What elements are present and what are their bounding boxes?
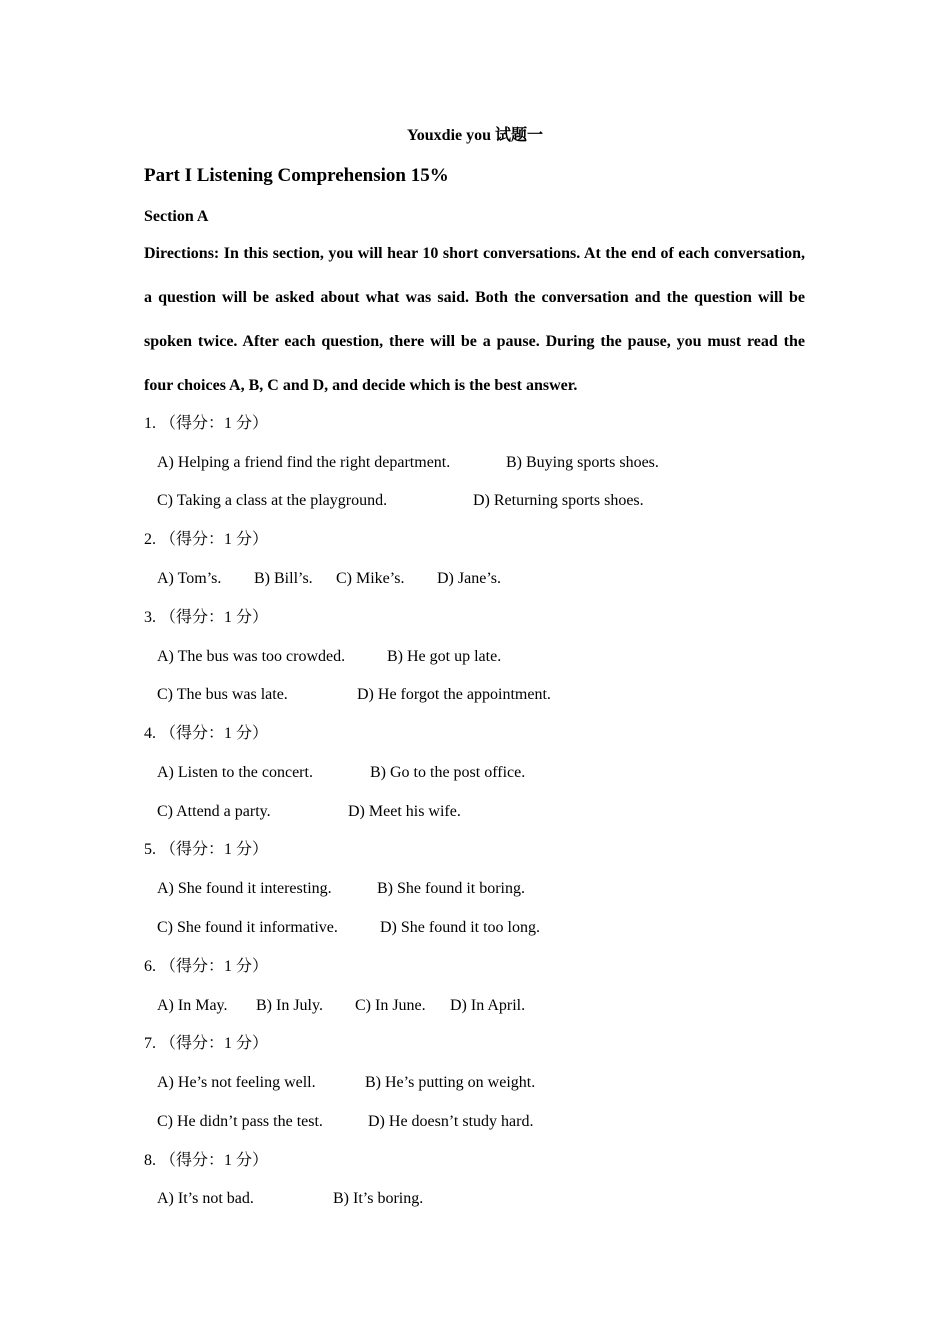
option-d: D) He doesn’t study hard. bbox=[368, 1113, 534, 1130]
option-c: C) Taking a class at the playground. bbox=[157, 492, 388, 509]
option-a: A) It’s not bad. bbox=[157, 1190, 254, 1207]
option-b: B) In July. bbox=[256, 997, 323, 1014]
question-label: 3. （得分：1 分） bbox=[144, 609, 269, 626]
option-c: C) She found it informative. bbox=[157, 919, 338, 936]
section-heading: Section A bbox=[144, 208, 209, 225]
option-c: C) Mike’s. bbox=[336, 570, 405, 587]
option-c: C) The bus was late. bbox=[157, 686, 288, 703]
part-heading: Part I Listening Comprehension 15% bbox=[144, 165, 449, 186]
document-title: Youxdie you 试题一 bbox=[406, 127, 544, 144]
option-d: D) Meet his wife. bbox=[348, 803, 461, 820]
option-d: D) He forgot the appointment. bbox=[357, 686, 551, 703]
option-d: D) She found it too long. bbox=[380, 919, 540, 936]
option-b: B) Bill’s. bbox=[254, 570, 313, 587]
question-label: 1. （得分：1 分） bbox=[144, 415, 269, 432]
option-a: A) Tom’s. bbox=[157, 570, 222, 587]
option-d: D) Jane’s. bbox=[437, 570, 501, 587]
question-label: 7. （得分：1 分） bbox=[144, 1035, 269, 1052]
question-label: 5. （得分：1 分） bbox=[144, 841, 269, 858]
question-label: 2. （得分：1 分） bbox=[144, 531, 269, 548]
option-b: B) Go to the post office. bbox=[370, 764, 526, 781]
option-b: B) He got up late. bbox=[387, 648, 502, 665]
option-a: A) Helping a friend find the right department. bbox=[157, 454, 451, 471]
option-d: D) Returning sports shoes. bbox=[473, 492, 644, 509]
option-b: B) Buying sports shoes. bbox=[506, 454, 659, 471]
question-label: 8. （得分：1 分） bbox=[144, 1152, 269, 1169]
option-c: C) In June. bbox=[355, 997, 426, 1014]
directions-paragraph: Directions: In this section, you will hear 10 short conversations. At the end of each conversation, a question will be asked about what was said. Both the conversation and the question will be spoken twice. After each question, there will be a pause. During the pause, you must read the four choices A, B, C and D, and decide which is the best answer. bbox=[144, 245, 805, 394]
option-b: B) It’s boring. bbox=[333, 1190, 424, 1207]
option-d: D) In April. bbox=[450, 997, 526, 1014]
option-c: C) Attend a party. bbox=[157, 803, 271, 820]
question-label: 4. （得分：1 分） bbox=[144, 725, 269, 742]
option-a: A) She found it interesting. bbox=[157, 880, 332, 897]
option-b: B) He’s putting on weight. bbox=[365, 1074, 536, 1091]
option-a: A) Listen to the concert. bbox=[157, 764, 313, 781]
question-label: 6. （得分：1 分） bbox=[144, 958, 269, 975]
option-a: A) He’s not feeling well. bbox=[157, 1074, 316, 1091]
option-b: B) She found it boring. bbox=[377, 880, 525, 897]
option-a: A) In May. bbox=[157, 997, 228, 1014]
option-a: A) The bus was too crowded. bbox=[157, 648, 346, 665]
option-c: C) He didn’t pass the test. bbox=[157, 1113, 323, 1130]
